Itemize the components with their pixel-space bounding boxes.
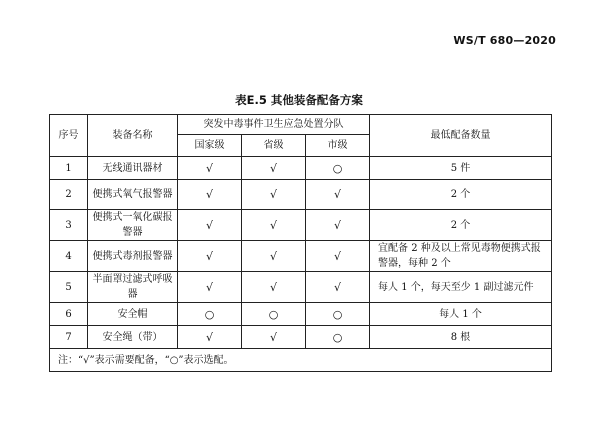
row-qty: 8 根: [370, 326, 552, 349]
row-national: ○: [178, 303, 242, 326]
row-provincial: √: [242, 157, 306, 180]
table-note: 注：“√”表示需要配备，“○”表示选配。: [50, 349, 552, 372]
row-no: 4: [50, 241, 88, 272]
row-national: √: [178, 180, 242, 210]
row-municipal: ○: [306, 157, 370, 180]
row-provincial: √: [242, 210, 306, 241]
header-cell-municipal: 市级: [306, 135, 370, 157]
header-cell-team-group: 突发中毒事件卫生应急处置分队: [178, 115, 370, 135]
row-national: √: [178, 326, 242, 349]
row-qty: 宜配备 2 种及以上常见毒物便携式报警器，每种 2 个: [370, 241, 552, 272]
row-municipal: √: [306, 241, 370, 272]
row-national: √: [178, 210, 242, 241]
equipment-table: [49, 114, 552, 372]
table-row: [50, 180, 552, 210]
standard-code: WS/T 680—2020: [453, 34, 556, 47]
row-name: 安全帽: [88, 303, 178, 326]
row-provincial: √: [242, 326, 306, 349]
row-municipal: √: [306, 180, 370, 210]
row-no: 5: [50, 272, 88, 303]
header-cell-no: 序号: [50, 115, 88, 157]
header-row-1: [50, 115, 552, 135]
row-qty: 每人 1 个，每天至少 1 副过滤元件: [370, 272, 552, 303]
row-no: 7: [50, 326, 88, 349]
row-qty: 5 件: [370, 157, 552, 180]
row-national: √: [178, 241, 242, 272]
row-no: 6: [50, 303, 88, 326]
row-national: √: [178, 157, 242, 180]
note-row: [50, 349, 552, 372]
row-qty: 每人 1 个: [370, 303, 552, 326]
table-row: [50, 241, 552, 272]
row-no: 3: [50, 210, 88, 241]
row-provincial: √: [242, 180, 306, 210]
row-municipal: ○: [306, 303, 370, 326]
row-national: √: [178, 272, 242, 303]
row-municipal: ○: [306, 326, 370, 349]
row-name: 便携式一氧化碳报警器: [88, 210, 178, 241]
table-row: [50, 157, 552, 180]
row-name: 安全绳（带）: [88, 326, 178, 349]
table-row: [50, 303, 552, 326]
row-name: 便携式毒剂报警器: [88, 241, 178, 272]
header-cell-national: 国家级: [178, 135, 242, 157]
row-municipal: √: [306, 272, 370, 303]
header-cell-name: 装备名称: [88, 115, 178, 157]
row-municipal: √: [306, 210, 370, 241]
row-qty: 2 个: [370, 180, 552, 210]
row-no: 1: [50, 157, 88, 180]
row-name: 半面罩过滤式呼吸器: [88, 272, 178, 303]
row-provincial: √: [242, 241, 306, 272]
table-row: [50, 326, 552, 349]
row-no: 2: [50, 180, 88, 210]
row-name: 无线通讯器材: [88, 157, 178, 180]
row-name: 便携式氧气报警器: [88, 180, 178, 210]
row-provincial: √: [242, 272, 306, 303]
table-row: [50, 210, 552, 241]
header-cell-provincial: 省级: [242, 135, 306, 157]
table-row: [50, 272, 552, 303]
row-provincial: ○: [242, 303, 306, 326]
row-qty: 2 个: [370, 210, 552, 241]
header-cell-min-qty: 最低配备数量: [370, 115, 552, 157]
table-title: 表E.5 其他装备配备方案: [235, 93, 363, 107]
